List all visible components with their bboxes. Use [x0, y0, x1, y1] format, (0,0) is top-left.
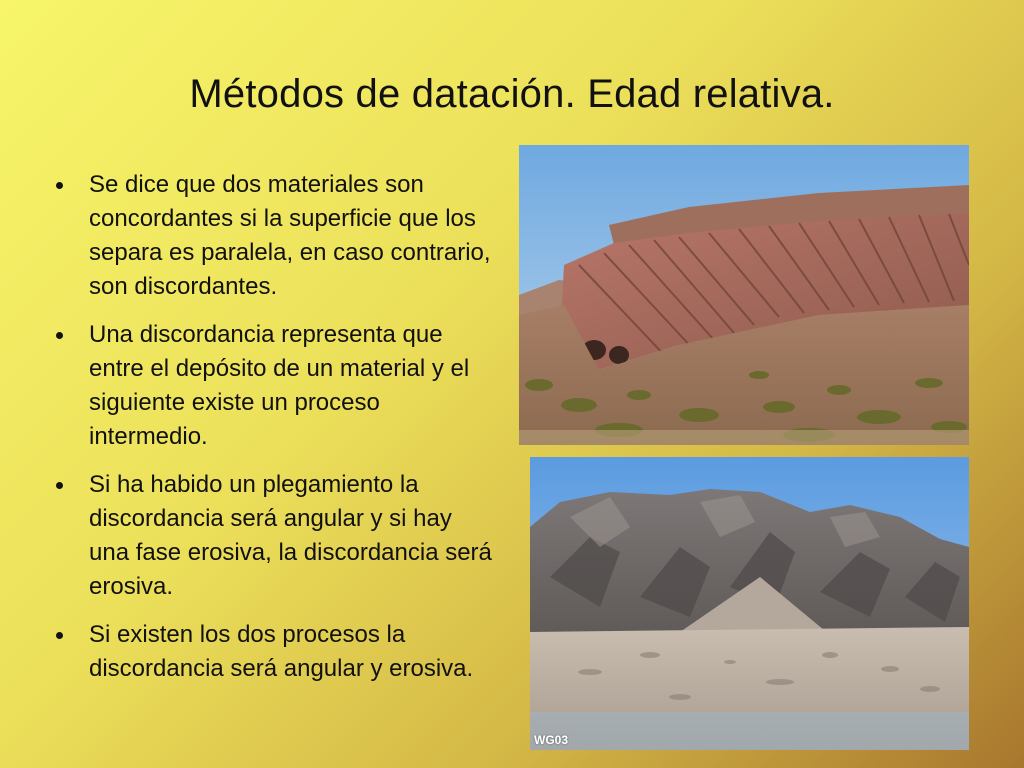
bullet-dot-icon	[56, 632, 63, 639]
bullet-dot-icon	[56, 482, 63, 489]
bullet-text: Si ha habido un plegamiento la discordancia será angular y si hay una fase erosiva, la discordancia será erosiva.	[89, 471, 492, 600]
rock-strata-photo	[519, 145, 969, 445]
bullet-item	[52, 168, 492, 304]
bullet-text: Se dice que dos materiales son concordantes si la superficie que los separa es paralela, en caso contrario, son discordantes.	[89, 171, 491, 300]
bullet-list	[52, 168, 492, 700]
bullet-text: Si existen los dos procesos la discordancia será angular y erosiva.	[89, 621, 474, 682]
bullet-dot-icon	[56, 332, 63, 339]
mountain-landscape-photo	[530, 457, 969, 750]
bullet-dot-icon	[56, 182, 63, 189]
photo-credit: WG03	[534, 733, 569, 747]
bullet-item	[52, 318, 492, 454]
bullet-item	[52, 618, 492, 686]
bullet-item	[52, 468, 492, 604]
bullet-text: Una discordancia representa que entre el depósito de un material y el siguiente existe un proceso intermedio.	[89, 321, 470, 450]
slide-title: Métodos de datación. Edad relativa.	[189, 72, 835, 116]
